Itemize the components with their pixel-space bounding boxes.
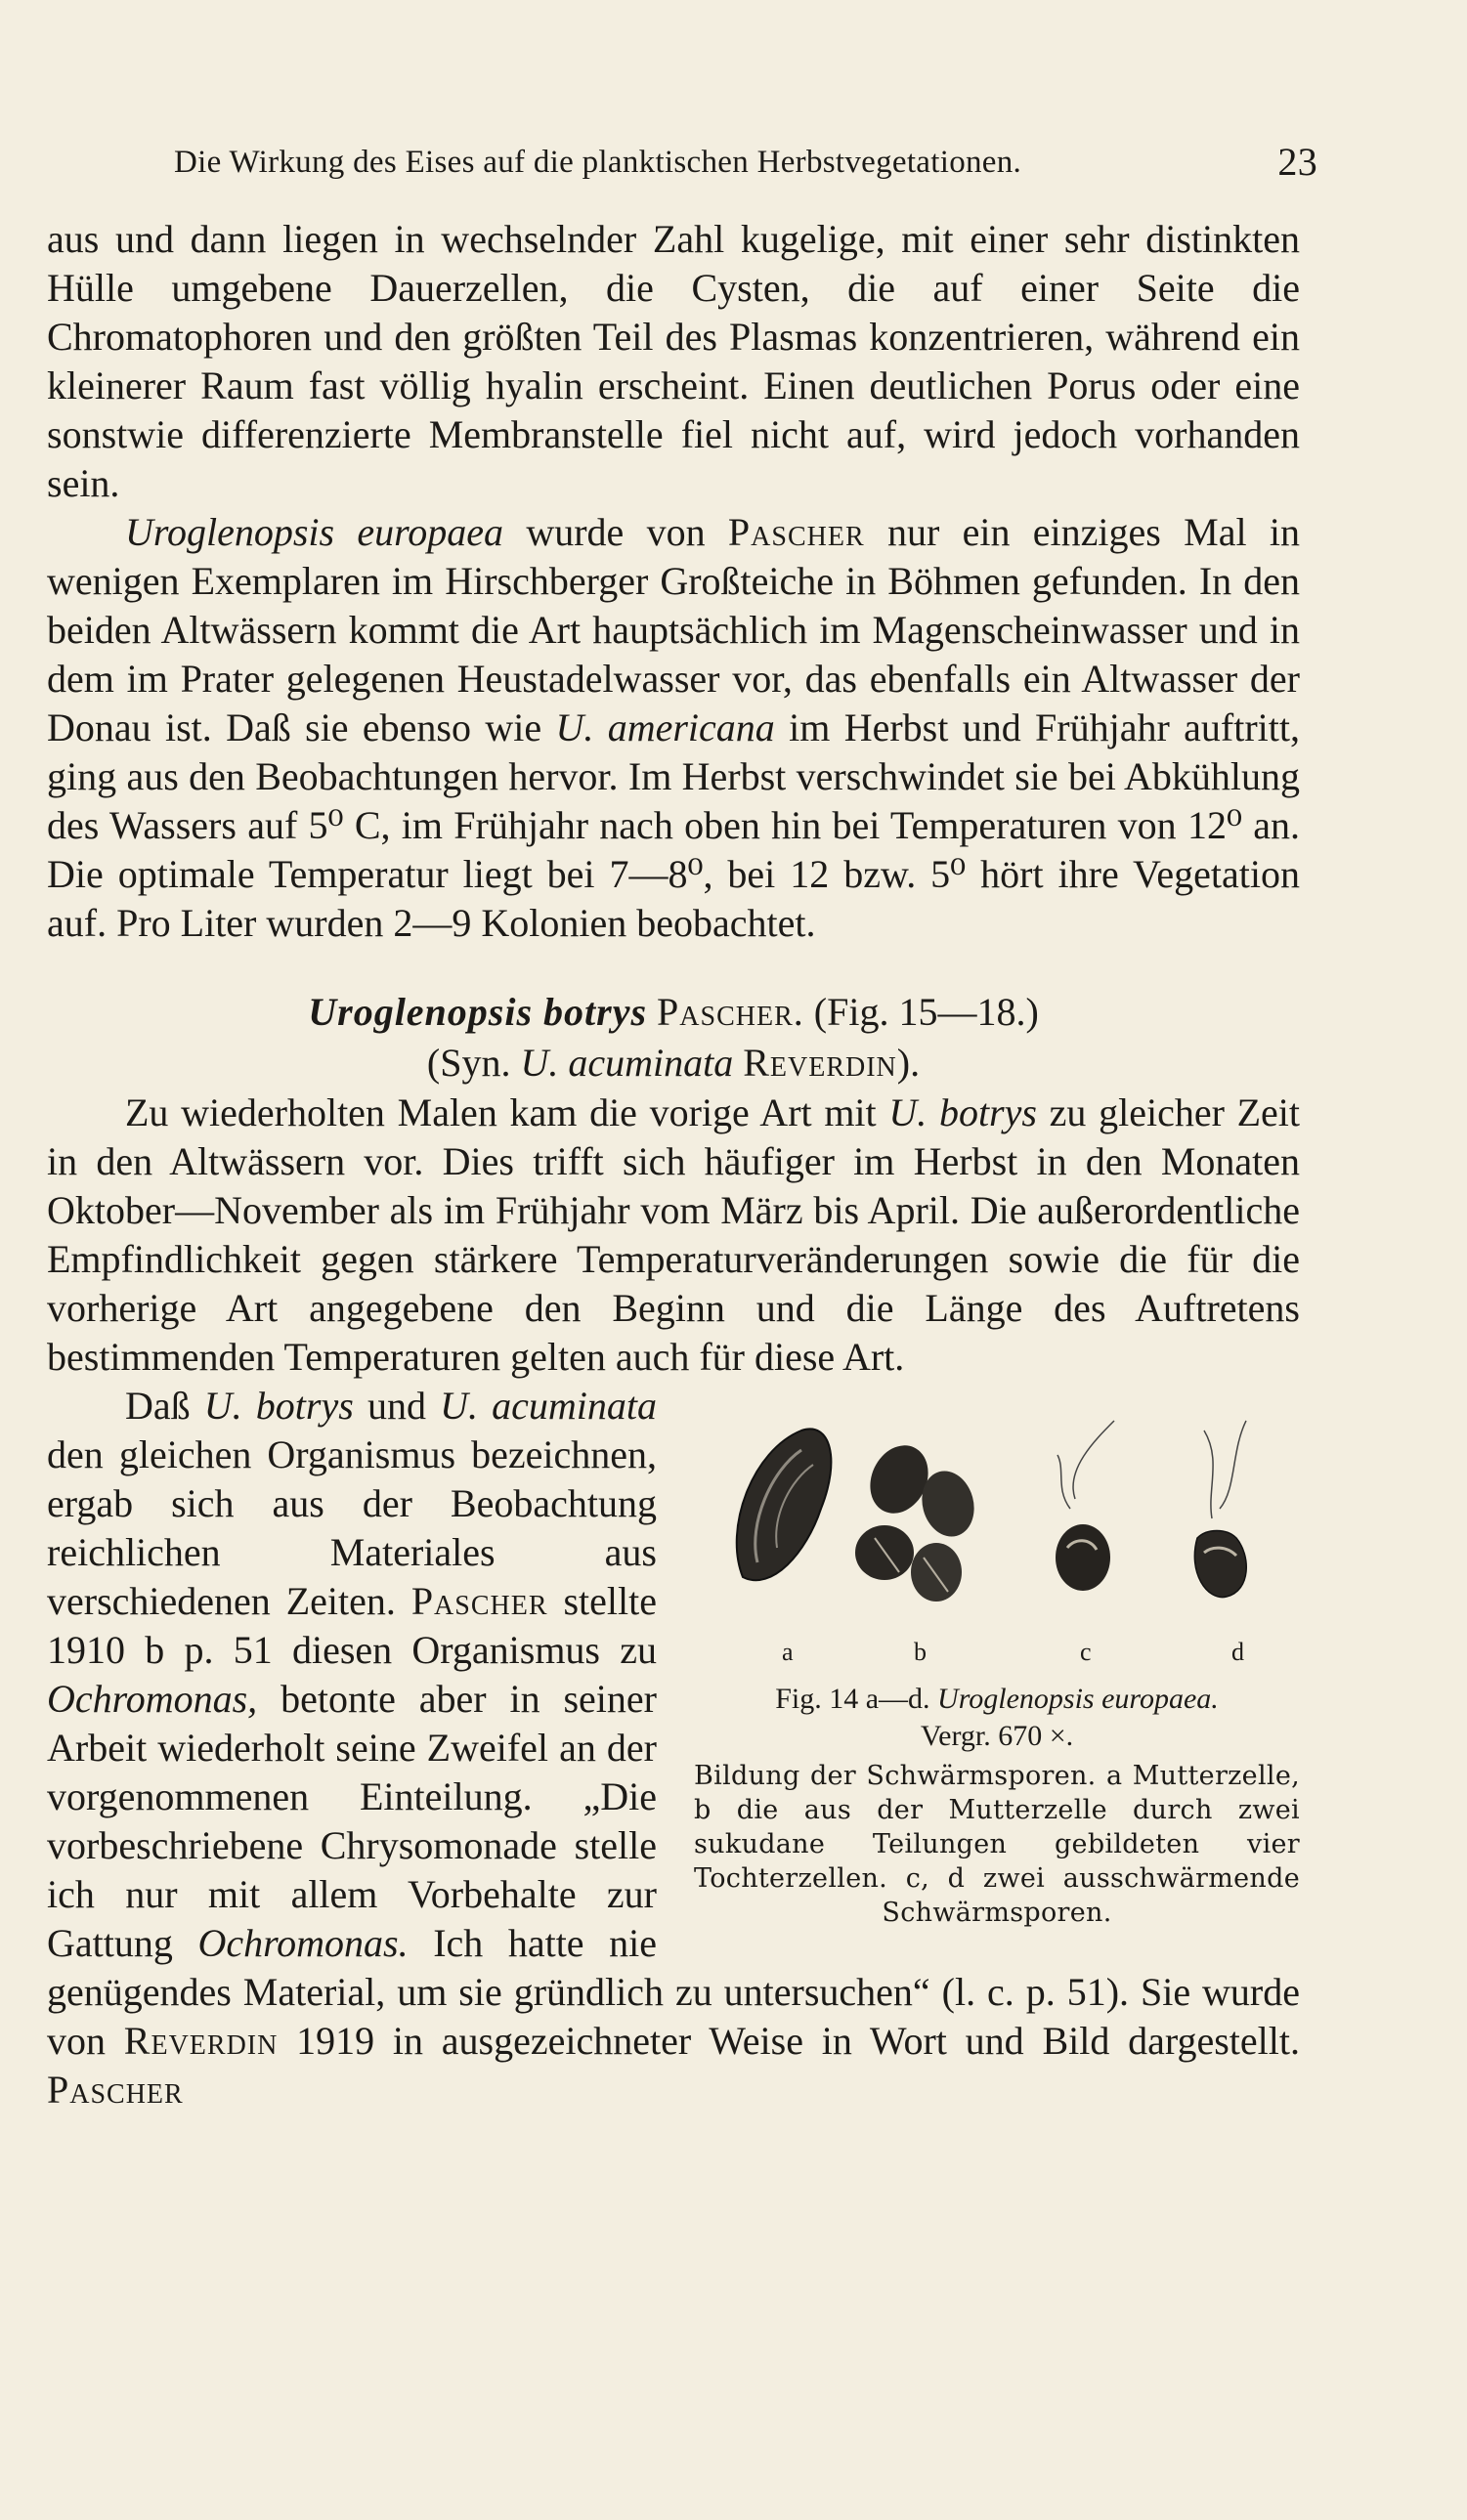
species-name: U. acuminata — [440, 1384, 657, 1428]
heading-author: Pascher. — [657, 990, 804, 1034]
caption-species: Uroglenopsis europaea. — [937, 1683, 1219, 1715]
heading-species: Uroglenopsis botrys — [308, 990, 648, 1034]
running-header — [174, 139, 1317, 188]
synonym-text: (Syn. — [426, 1041, 521, 1085]
paragraph-text: zu gleicher Zeit in den Altwässern vor. Dies trifft sich häufiger im Herbst in den Monaten Oktober—November als im Frühjahr vom März bis April. Die außerordentliche Empfindlichkeit gegen stärkere Temperaturveränderungen sowie die für die vorherige Art angegebene den Beginn und die Länge des Auftretens bestimmenden Temperaturen gelten auch für diese Art. — [47, 1090, 1301, 1379]
figure-caption-title — [694, 1681, 1300, 1755]
paragraph-text: den gleichen Organismus bezeichnen, ergab sich aus der Beobachtung reichlichen Materiales aus verschiedenen Zeiten. — [47, 1432, 657, 1623]
paragraph-text: stellte 1910 b p. 51 diesen Organismus zu — [47, 1579, 657, 1672]
species-name: Uroglenopsis europaea — [125, 510, 503, 554]
author-name: Reverdin — [123, 2019, 279, 2063]
paragraph-text: 1919 in ausgezeichneter Weise in Wort und Bild dargestellt. — [278, 2019, 1300, 2063]
fig-label-d: d — [1231, 1638, 1244, 1666]
genus-name: Ochromonas, — [47, 1677, 258, 1721]
cell-a-drawing — [737, 1429, 832, 1580]
paragraph-text: Ich hatte nie genügendes Material, um sie gründlich zu untersuchen“ (l. c. p. 51). Sie wurde von — [47, 1921, 1300, 2063]
caption-magnification: Vergr. 670 ×. — [920, 1720, 1074, 1752]
fig-label-c: c — [1080, 1638, 1092, 1666]
fig-label-a: a — [782, 1638, 794, 1666]
genus-name: Ochromonas. — [197, 1921, 409, 1965]
paragraph-europaea — [47, 508, 1300, 948]
author-name: Pascher — [47, 2068, 184, 2112]
paragraph-text: wurde von — [503, 510, 728, 554]
figure-caption-text: Bildung der Schwärmsporen. a Mutterzelle, b die aus der Mutterzelle durch zwei sukudane Teilungen gebildeten vier Tochterzellen. c, d zwei ausschwärmende Schwärmsporen. — [694, 1761, 1300, 1928]
caption-prefix: Fig. 14 a—d. — [775, 1683, 938, 1715]
paragraph-text: im Herbst und Frühjahr auftritt, ging aus den Beobachtungen hervor. Im Herbst verschwindet sie bei Abkühlung des Wassers auf 5⁰ C, im Frühjahr nach oben hin bei Temperaturen von 12⁰ an. Die optimale Temperatur liegt bei 7—8⁰, bei 12 bzw. 5⁰ hört ihre Vegetation auf. Pro Liter wurden 2—9 Kolonien beobachtet. — [47, 705, 1300, 945]
paragraph-text: nur ein einziges Mal in wenigen Exemplaren im Hirschberger Großteiche in Böhmen gefunden. In den beiden Altwässern kommt die Art hauptsächlich im Magenscheinwasser und in dem im Prater gelegenen Heustadelwasser vor, das ebenfalls ein Altwasser der Donau ist. Daß sie ebenso wie — [47, 510, 1301, 749]
heading-fig-ref: (Fig. 15—18.) — [803, 990, 1039, 1034]
cell-c-drawing — [1056, 1421, 1114, 1591]
paragraph-text: Daß — [125, 1384, 204, 1428]
paragraph-botrys-intro — [47, 1089, 1300, 1382]
paragraph-text: aus und dann liegen in wechselnder Zahl kugelige, mit einer sehr distinkten Hülle umgebene Dauerzellen, die Cysten, die auf einer Seite die Chromatophoren und den größten Teil des Plasmas konzentrieren, während ein kleinerer Raum fast völlig hyalin erscheint. Einen deutlichen Porus oder eine sonstwie differenzierte Membranstelle fiel nicht auf, wird jedoch vorhanden sein. — [47, 217, 1300, 505]
paragraph-text: Zu wiederholten Malen kam die vorige Art mit — [125, 1090, 889, 1134]
figure-14 — [694, 1382, 1300, 1930]
paragraph-cysten — [47, 215, 1300, 508]
figure-wrap-block — [47, 1089, 1300, 2114]
author-name: Pascher — [727, 510, 865, 554]
body-text — [47, 215, 1300, 2114]
synonym-species: U. acuminata — [520, 1041, 734, 1085]
cell-b-drawing — [855, 1436, 981, 1602]
species-name: U. botrys — [203, 1384, 354, 1428]
page-number: 23 — [1277, 140, 1317, 184]
cell-d-drawing — [1194, 1421, 1246, 1598]
synonym-text: ). — [896, 1041, 921, 1085]
figure-drawing — [704, 1382, 1290, 1675]
species-name: U. americana — [555, 705, 775, 749]
fig-label-b: b — [914, 1638, 927, 1666]
heading-synonym — [47, 1038, 1300, 1089]
paragraph-text: betonte aber in seiner Arbeit wiederholt seine Zweifel an der vorgenommenen Einteilung. „Die vorbeschriebene Chrysomonade stelle ich nur mit allem Vorbehalte zur Gattung — [47, 1677, 657, 1965]
synonym-author: Reverdin — [743, 1041, 897, 1085]
paragraph-text: und — [353, 1384, 441, 1428]
species-name: U. botrys — [888, 1090, 1037, 1134]
section-heading — [47, 987, 1300, 1089]
running-head-title: Die Wirkung des Eises auf die planktischen Herbstvegetationen. — [174, 145, 1022, 180]
author-name: Pascher — [410, 1579, 548, 1623]
